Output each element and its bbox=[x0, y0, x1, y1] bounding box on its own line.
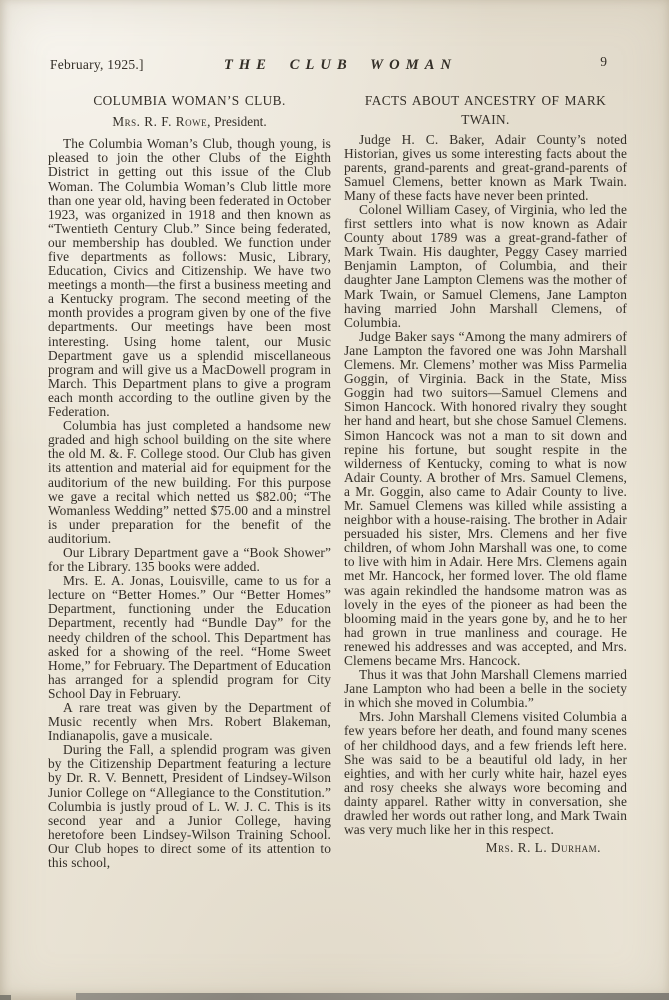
page-number: 9 bbox=[600, 54, 607, 69]
byline-role: President. bbox=[214, 114, 267, 130]
left-article-byline bbox=[48, 114, 331, 130]
paragraph: A rare treat was given by the Department of Music recently when Mrs. Robert Blakeman, Indianapolis, gave a musicale. bbox=[48, 700, 331, 744]
paragraph: Mrs. John Marshall Clemens visited Columbia a few years before her death, and found many scenes of her childhood days, and a few friends left here. She was said to be a beautiful old lady, in her eighties, and with her curly white hair, hazel eyes and rosy cheeks she always wore becoming and dainty apparel. Rather witty in conversation, she drawled her words out rather long, and Mark Twain was very much like her in this respect. bbox=[344, 709, 627, 838]
paragraph: Judge Baker says “Among the many admirers of Jane Lampton the favored one was John Marshall Clemens. Mr. Clemens’ mother was Miss Parmelia Goggin, of Virginia. Back in the State, Miss Goggin had two suitors—Samuel Clemens and Simon Hancock. With honored rivalry they sought her hand and heart, but she chose Samuel Clemens. Simon Hancock was not a man to sit down and repine his fortune, but sought respite in the wilderness of Kentucky, coming to what is now Adair County. A brother of Mrs. Samuel Clemens, a Mr. Goggin, also came to Adair County to live. Mr. Samuel Clemens was killed while assisting a neighbor with a house-raising. The brother in Adair persuaded his sister, Mrs. Clemens and her five children, of whom John Marshall was one, to come to live with him in Adair. Here Mrs. Clemens again met Mr. Hancock, her formed lover. The old flame was again rekindled the handsome matron was as lovely in the eyes of the pioneer as had been the blooming maid in the years gone by, and he to her had grown in true manliness and courage. He renewed his addresses and was accepted, and Mrs. Clemens became Mrs. Hancock. bbox=[344, 328, 627, 668]
article-signature bbox=[344, 840, 627, 856]
two-column-layout bbox=[0, 81, 669, 870]
paragraph: Mrs. E. A. Jonas, Louisville, came to us for a lecture on “Better Homes.” Our “Better Homes” Department, functioning under the Education Department, recently had “Bundle Day” for the needy children of the school. This Department has asked for a showing of the reel. “Home Sweet Home,” for February. The Department of Education has arranged for a splendid program for City School Day in February. bbox=[48, 573, 331, 701]
paragraph: Our Library Department gave a “Book Shower” for the Library. 135 books were added. bbox=[48, 544, 331, 575]
issue-date: February, 1925.] bbox=[50, 57, 144, 72]
scan-corner-mark bbox=[0, 995, 11, 1000]
paragraph: Thus it was that John Marshall Clemens married Jane Lampton who had been a belle in the society in which she moved in Columbia.” bbox=[344, 667, 627, 711]
page-header bbox=[0, 0, 669, 81]
paragraph: Judge H. C. Baker, Adair County’s noted Historian, gives us some interesting facts about the parents, grand-parents and great-grand-parents of Samuel Clemens, better known as Mark Twain. Many of these facts have never been printed. bbox=[344, 131, 627, 203]
paragraph: During the Fall, a splendid program was given by the Citizenship Department featuring a lecture by Dr. R. V. Bennett, President of Lindsey-Wilson Junior College on “Allegiance to the Constitution.” Columbia is justly proud of L. W. J. C. This is its second year and a Junior College, having heretofore been Lindsey-Wilson Training School. Our Club hopes to direct some of its attention to this school, bbox=[48, 742, 331, 871]
left-article-title: COLUMBIA WOMAN’S CLUB. bbox=[93, 93, 286, 108]
right-article bbox=[344, 91, 627, 870]
signature-name: Mrs. R. L. Durham. bbox=[485, 840, 601, 856]
scan-edge-artifact bbox=[76, 993, 669, 1000]
left-article bbox=[48, 91, 331, 870]
byline-name: Mrs. R. F. Rowe, bbox=[112, 114, 211, 130]
journal-title: THE CLUB WOMAN bbox=[223, 57, 458, 73]
paragraph: Colonel William Casey, of Virginia, who led the first settlers into what is now known as Adair County about 1789 was a great-grand-father of Mark Twain. His daughter, Peggy Casey married Benjamin Lampton, of Columbia, and their daughter Jane Lampton Clemens was the mother of Mark Twain, or Samuel Clemens, Jane Lampton having married John Marshall Clemens, of Columbia. bbox=[344, 202, 627, 330]
paragraph: The Columbia Woman’s Club, though young, is pleased to join the other Clubs of the Eighth District in getting out this issue of the Club Woman. The Columbia Woman’s Club little more than one year old, having been federated in October 1923, was organized in 1918 and then known as “Twentieth Century Club.” Since being federated, our membership has doubled. We function under five departments as follows: Music, Library, Education, Civics and Citizenship. We have two meetings a month—the first a business meeting and a Kentucky program. The second meeting of the month provides a program given by one of the five departments. Our meetings have been most interesting. Using home talent, our Music Department gave us a splendid miscellaneous program and will give us a MacDowell program in March. This Department plans to give a program each month according to the outline given by the Federation. bbox=[48, 136, 331, 420]
paragraph: Columbia has just completed a handsome new graded and high school building on the site where the old M. &. F. College stood. Our Club has given its attention and material aid for equipment for the auditorium of the new building. For this purpose we gave a recital which netted us $82.00; “The Womanless Wedding” netted $75.00 and a minstrel is under preparation for the benefit of the auditorium. bbox=[48, 418, 331, 546]
right-article-title: FACTS ABOUT ANCESTRY OF MARK TWAIN. bbox=[364, 93, 607, 128]
